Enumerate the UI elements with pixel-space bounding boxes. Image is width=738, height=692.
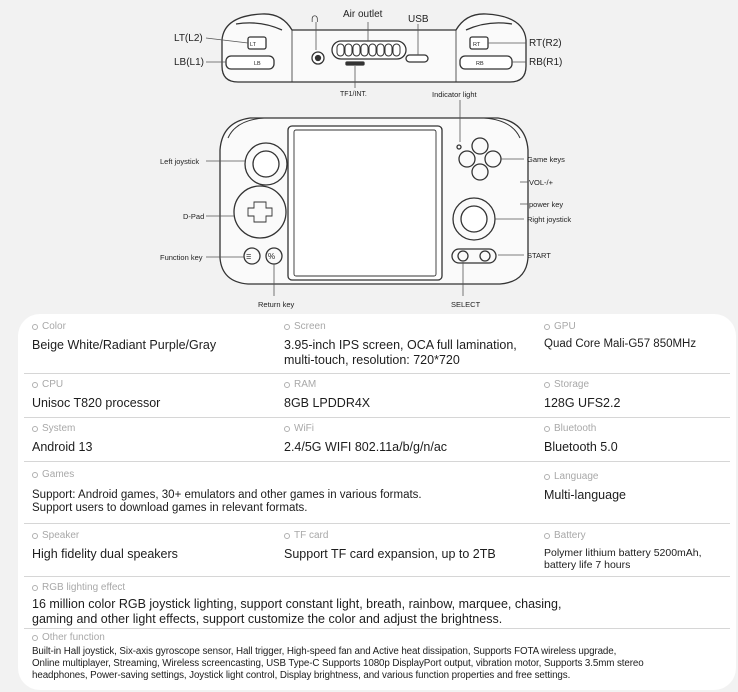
tf-label: TF1/INT. <box>340 91 367 98</box>
spec-key: Storage <box>554 379 590 390</box>
divider <box>24 461 730 462</box>
select-label: SELECT <box>451 300 481 309</box>
spec-value: Built-in Hall joystick, Six-axis gyroscope sensor, Hall trigger, High-speed fan and Active heat dissipation, Supports FOTA wireless upgrade, Online multiplayer, Streaming, Wireless screencasting, USB Type-C Supports 1080p DisplayPort output, vibration motor, Supports 3.5mm stereo headphones, Power-saving settings, Joystick light control, Display brightness, and various function properties and free settings. <box>32 646 644 681</box>
btn-lb-label: LB <box>254 61 261 67</box>
return-key-label: Return key <box>258 300 295 309</box>
spec-value: Quad Core Mali-G57 850MHz <box>544 338 697 350</box>
vol-label: VOL-/+ <box>529 178 553 187</box>
spec-key: Games <box>42 469 75 480</box>
usb-label: USB <box>408 14 429 25</box>
rb-label: RB(R1) <box>529 57 563 68</box>
lb-label: LB(L1) <box>174 57 205 68</box>
spec-key: GPU <box>554 321 576 332</box>
spec-key: Screen <box>294 321 326 332</box>
air-outlet-label: Air outlet <box>343 9 383 20</box>
spec-games <box>32 469 422 515</box>
spec-value: 2.4/5G WIFI 802.11a/b/g/n/ac <box>284 440 448 454</box>
left-joystick-label: Left joystick <box>160 157 200 166</box>
return-key-icon: % <box>268 252 276 261</box>
spec-value: Support: Android games, 30+ emulators and other games in various formats. Support users to download games in relevant formats. <box>32 489 422 514</box>
spec-value: Polymer lithium battery 5200mAh, battery life 7 hours <box>544 547 702 571</box>
function-key-label: Function key <box>160 253 203 262</box>
spec-key: CPU <box>42 379 64 390</box>
dpad-label: D-Pad <box>183 212 205 221</box>
spec-key: Color <box>42 321 66 332</box>
spec-value: 3.95-inch IPS screen, OCA full lamination, multi-touch, resolution: 720*720 <box>284 338 517 367</box>
spec-cpu <box>32 379 160 411</box>
spec-wifi <box>284 423 447 455</box>
divider <box>24 628 730 629</box>
divider <box>24 373 730 374</box>
spec-key: Battery <box>554 530 586 541</box>
divider <box>24 523 730 524</box>
spec-value: High fidelity dual speakers <box>32 547 178 561</box>
spec-tf-card <box>284 530 496 562</box>
spec-key: Bluetooth <box>554 423 597 434</box>
spec-screen <box>284 321 517 368</box>
spec-other <box>32 632 644 682</box>
divider <box>24 417 730 418</box>
spec-value: 16 million color RGB joystick lighting, support constant light, breath, rainbow, marquee, chasing, gaming and other light effects, support customize the color and adjust the brightness. <box>32 597 562 626</box>
game-keys-label: Game keys <box>527 155 565 164</box>
spec-value: Beige White/Radiant Purple/Gray <box>32 338 217 352</box>
spec-key: WiFi <box>294 423 314 434</box>
spec-value: Android 13 <box>32 440 93 454</box>
front-view <box>220 118 528 284</box>
spec-value: 128G UFS2.2 <box>544 396 621 410</box>
spec-rgb <box>32 582 561 627</box>
spec-language <box>544 471 626 503</box>
spec-value: Unisoc T820 processor <box>32 396 161 410</box>
btn-rt-label: RT <box>473 42 481 48</box>
spec-bluetooth <box>544 423 618 455</box>
spec-battery <box>544 530 702 571</box>
indicator-label: Indicator light <box>432 90 477 99</box>
btn-rb-label: RB <box>476 61 484 67</box>
spec-storage <box>544 379 620 411</box>
spec-key: Speaker <box>42 530 80 541</box>
spec-key: TF card <box>294 530 329 541</box>
btn-lt-label: LT <box>250 42 257 48</box>
spec-key: System <box>42 423 76 434</box>
right-joystick-label: Right joystick <box>527 215 572 224</box>
spec-value: Bluetooth 5.0 <box>544 440 618 454</box>
divider <box>24 576 730 577</box>
spec-gpu <box>544 321 696 351</box>
function-key-icon: ☰ <box>246 255 252 261</box>
spec-key: RGB lighting effect <box>42 582 126 593</box>
headphone-icon: ∩ <box>310 10 320 25</box>
start-label: START <box>527 251 551 260</box>
spec-value: Multi-language <box>544 488 626 502</box>
spec-key: RAM <box>294 379 317 390</box>
spec-ram <box>284 379 370 411</box>
power-key-label: power key <box>529 200 564 209</box>
spec-value: 8GB LPDDR4X <box>284 396 371 410</box>
rt-label: RT(R2) <box>529 38 562 49</box>
spec-speaker <box>32 530 178 562</box>
spec-key: Other function <box>42 632 105 643</box>
spec-value: Support TF card expansion, up to 2TB <box>284 547 496 561</box>
spec-color <box>32 321 216 353</box>
spec-card <box>18 314 736 690</box>
device-diagram <box>0 0 738 312</box>
spec-key: Language <box>554 471 599 482</box>
lt-label: LT(L2) <box>174 33 203 44</box>
spec-system <box>32 423 92 455</box>
